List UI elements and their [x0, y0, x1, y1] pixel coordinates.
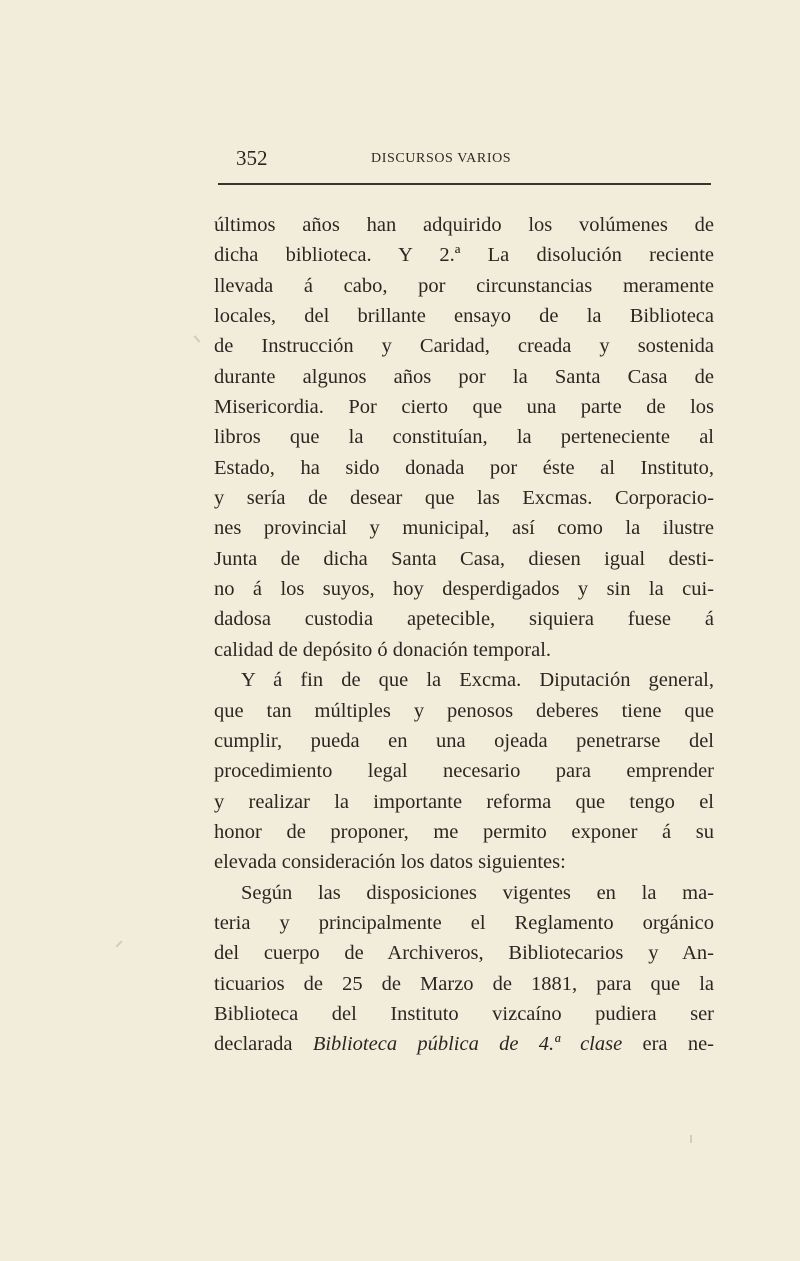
text-line: dadosa custodia apetecible, siquiera fuese á: [214, 608, 714, 631]
paper-speck: [115, 940, 122, 947]
text-line: elevada consideración los datos siguientes:: [214, 851, 566, 874]
final-line-end: era ne-: [622, 1033, 714, 1056]
text-line: honor de proponer, me permito exponer á su: [214, 820, 714, 843]
text-line: teria y principalmente el Reglamento orgánico: [214, 911, 714, 934]
header-rule: [218, 183, 711, 185]
text-line: cumplir, pueda en una ojeada penetrarse del: [214, 729, 714, 752]
text-line: ticuarios de 25 de Marzo de 1881, para que la: [214, 972, 714, 995]
text-line: y sería de desear que las Excmas. Corporacio-: [214, 487, 714, 510]
text-line: últimos años han adquirido los volúmenes de: [214, 214, 714, 236]
text-line: llevada á cabo, por circunstancias meramente: [214, 274, 714, 297]
text-line-final: [214, 1029, 714, 1059]
text-line: Y á fin de que la Excma. Diputación general,: [241, 669, 714, 692]
text-line: Junta de dicha Santa Casa, diesen igual desti-: [214, 547, 714, 570]
text-line: Biblioteca del Instituto vizcaíno pudiera ser: [214, 1002, 714, 1025]
text-line: y realizar la importante reforma que tengo el: [214, 790, 714, 813]
text-line: procedimiento legal necesario para emprender: [214, 760, 714, 783]
text-line: no á los suyos, hoy desperdigados y sin la cui-: [214, 578, 714, 601]
italic-phrase: Biblioteca pública de 4.ª clase: [312, 1033, 623, 1056]
page-header: [216, 146, 712, 180]
text-line: de Instrucción y Caridad, creada y sostenida: [214, 335, 714, 358]
page-number: 352: [236, 146, 268, 170]
text-line: locales, del brillante ensayo de la Biblioteca: [214, 305, 714, 328]
text-line: del cuerpo de Archiveros, Bibliotecarios y An-: [214, 942, 714, 965]
running-title: DISCURSOS VARIOS: [371, 151, 512, 166]
text-line: que tan múltiples y penosos deberes tiene que: [214, 699, 714, 722]
body-text: [214, 210, 714, 1060]
text-line: nes provincial y municipal, así como la ilustre: [214, 517, 714, 540]
text-line: Según las disposiciones vigentes en la ma-: [241, 881, 714, 904]
text-line: calidad de depósito ó donación temporal.: [214, 638, 552, 661]
paper-speck: [194, 335, 201, 342]
text-line: Misericordia. Por cierto que una parte de los: [214, 396, 714, 419]
text-line: dicha biblioteca. Y 2.ª La disolución reciente: [214, 244, 714, 267]
text-line: Estado, ha sido donada por éste al Instituto,: [214, 456, 714, 479]
final-line-start: declarada: [214, 1033, 313, 1056]
paper-speck: [690, 1135, 692, 1143]
text-line: libros que la constituían, la perteneciente al: [214, 426, 714, 449]
text-line: durante algunos años por la Santa Casa de: [214, 365, 714, 388]
